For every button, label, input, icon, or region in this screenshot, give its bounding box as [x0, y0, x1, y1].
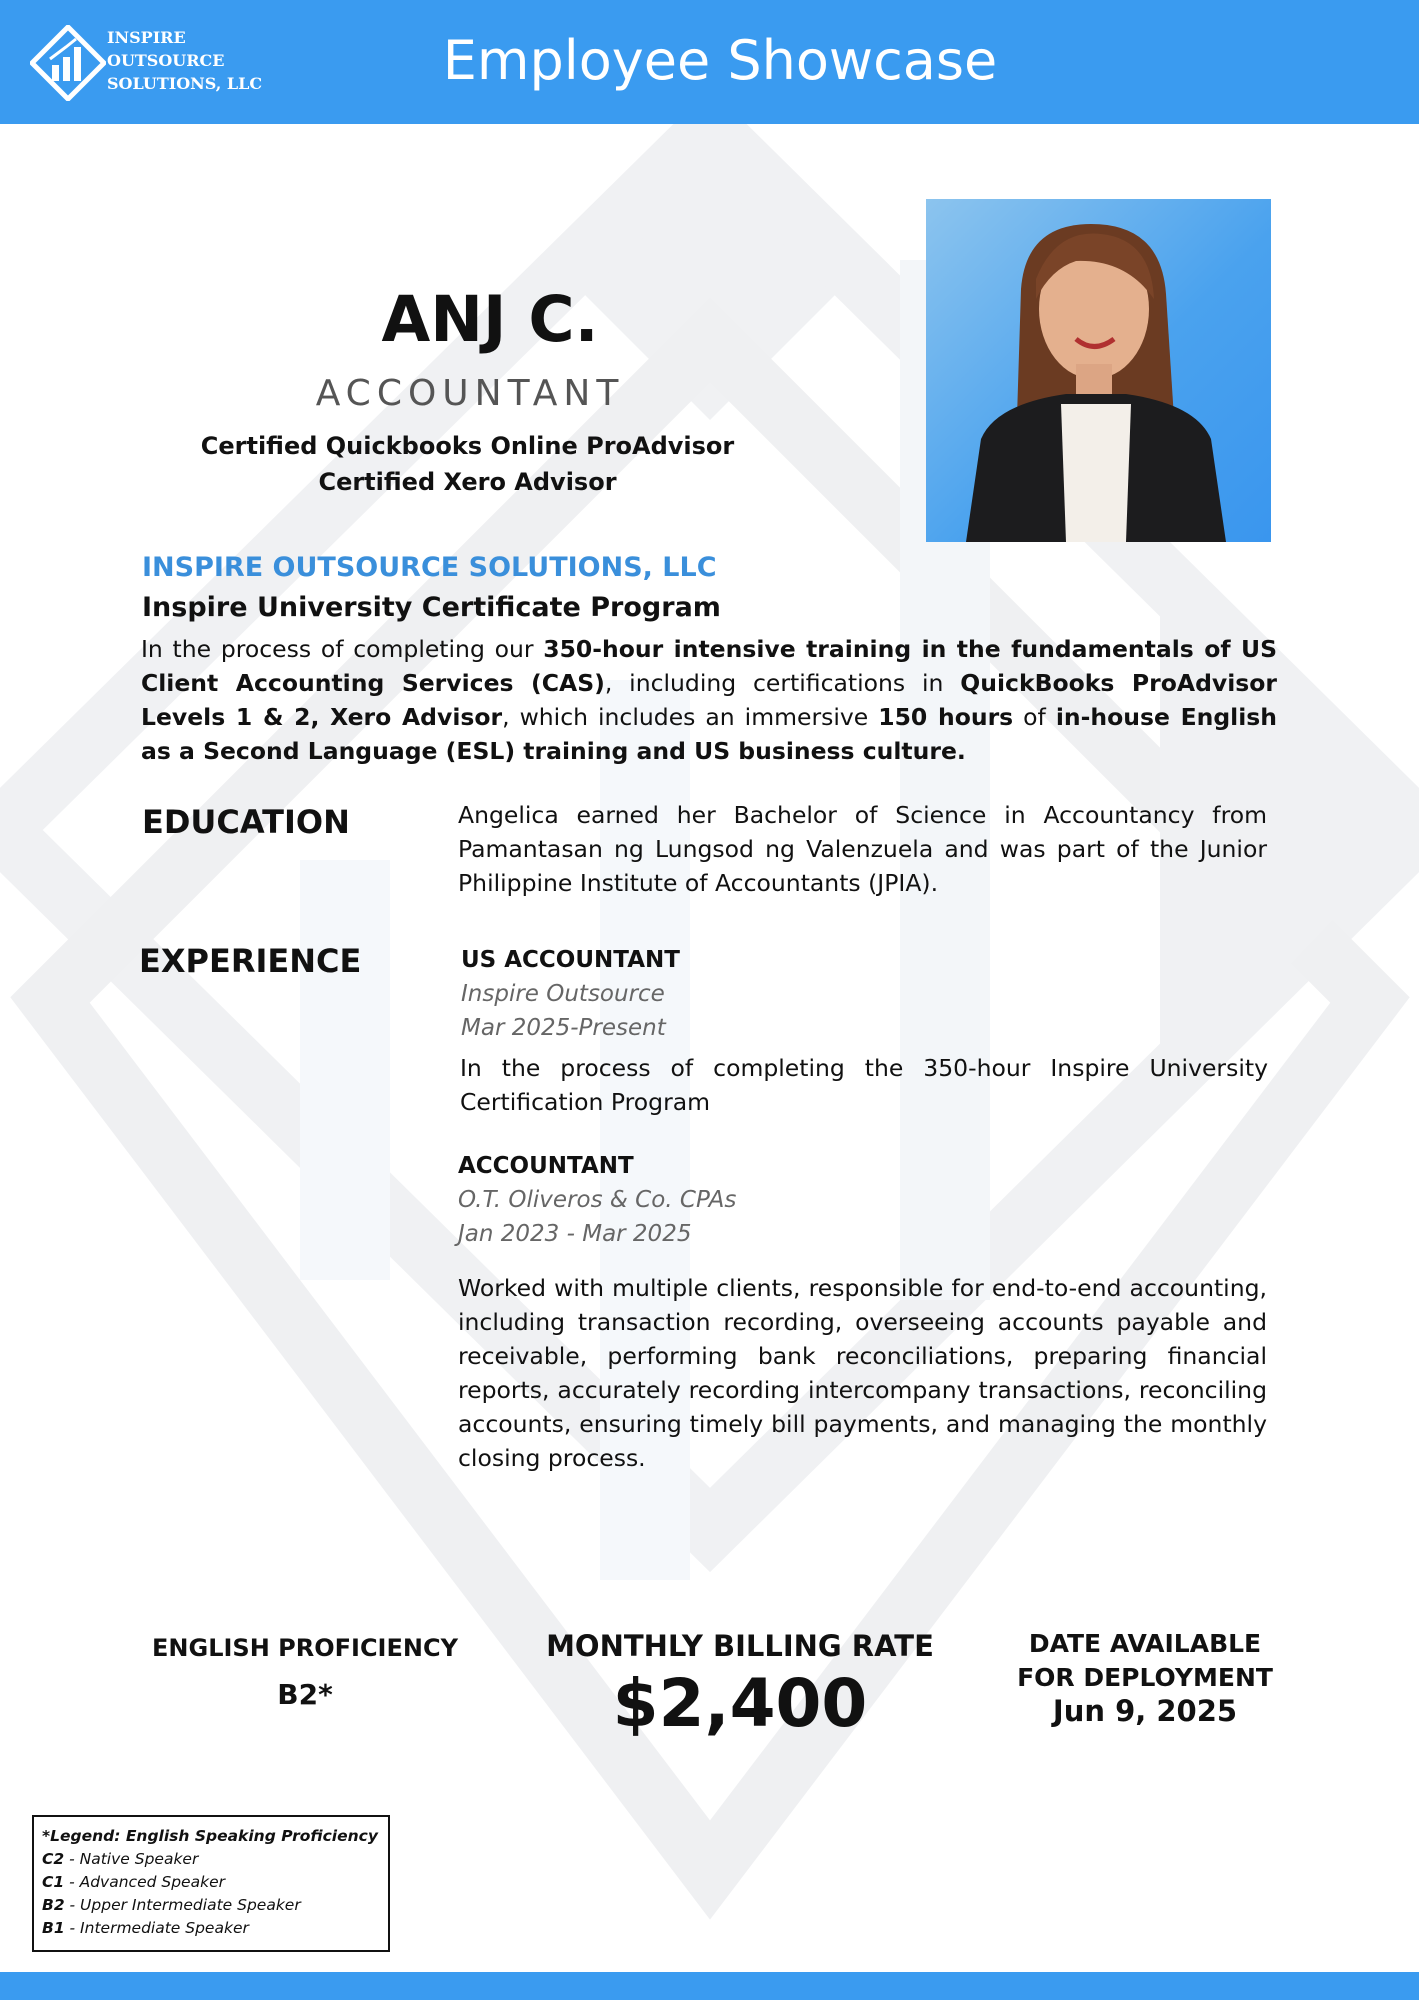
date-available-label-1: DATE AVAILABLE	[1028, 1629, 1262, 1658]
education-heading: EDUCATION	[142, 803, 350, 841]
english-proficiency-label: ENGLISH PROFICIENCY	[152, 1634, 458, 1662]
page-title: Employee Showcase	[442, 29, 998, 92]
intro-text-run: 350-hour intensive training in the fundamentals of US Client Accounting Services (CAS)	[141, 635, 1278, 697]
intro-text-run: 150 hours	[878, 703, 1014, 731]
intro-text-run: , which includes an immersive	[502, 703, 879, 731]
job-1-company: Inspire Outsource	[461, 981, 665, 1007]
legend-item: B2 - Upper Intermediate Speaker	[42, 1896, 301, 1914]
certification-1: Certified Quickbooks Online ProAdvisor	[200, 432, 735, 460]
employee-role: ACCOUNTANT	[315, 373, 625, 414]
job-2-description: Worked with multiple clients, responsible for end-to-end accounting, including transaction recording, overseeing accounts payable and receivable, performing bank reconciliations, preparing financial reports, accurately recording intercompany transactions, reconciling accounts, ensuring timely bill payments, and managing the monthly closing process.	[458, 1274, 1267, 1472]
company-logo-icon	[30, 25, 106, 101]
intro-text-run: in-house English as a Second Language (ESL) training and US business culture.	[141, 703, 1278, 765]
header-bar	[0, 0, 1419, 124]
employee-name: ANJ C.	[381, 283, 599, 356]
proficiency-legend	[32, 1815, 390, 1952]
legend-title: *Legend: English Speaking Proficiency	[42, 1827, 378, 1845]
program-title: Inspire University Certificate Program	[142, 592, 721, 623]
billing-rate-value: $2,400	[612, 1665, 868, 1742]
footer-bar	[0, 1972, 1419, 2000]
job-2-company: O.T. Oliveros & Co. CPAs	[458, 1187, 737, 1213]
intro-text-run: In the process of completing our	[141, 635, 544, 663]
company-logo-text: INSPIRE OUTSOURCE SOLUTIONS, LLC	[107, 28, 263, 93]
legend-item: C2 - Native Speaker	[42, 1850, 199, 1868]
job-2-title: ACCOUNTANT	[458, 1153, 634, 1179]
date-available-label-2: FOR DEPLOYMENT	[1017, 1663, 1273, 1692]
company-name: INSPIRE OUTSOURCE SOLUTIONS, LLC	[142, 552, 717, 583]
person-portrait-icon	[926, 199, 1271, 542]
job-1-description: In the process of completing the 350-hour Inspire University Certification Program	[460, 1054, 1268, 1116]
education-text: Angelica earned her Bachelor of Science in Accountancy from Pamantasan ng Lungsod ng Valenzuela and was part of the Junior Philippine Institute of Accountants (JPIA).	[458, 801, 1267, 897]
experience-heading: EXPERIENCE	[139, 942, 362, 980]
legend-item: B1 - Intermediate Speaker	[42, 1919, 249, 1937]
employee-photo	[926, 199, 1271, 542]
certification-2: Certified Xero Advisor	[318, 468, 617, 496]
job-1-dates: Mar 2025-Present	[461, 1015, 666, 1041]
intro-text-run: , including certifications in	[604, 669, 961, 697]
english-proficiency-value: B2*	[277, 1678, 333, 1711]
intro-text-run: QuickBooks ProAdvisor Levels 1 & 2, Xero Advisor	[141, 669, 1277, 731]
billing-rate-label: MONTHLY BILLING RATE	[546, 1629, 934, 1663]
job-2-dates: Jan 2023 - Mar 2025	[458, 1221, 692, 1247]
date-available-value: Jun 9, 2025	[1052, 1694, 1238, 1728]
job-1-title: US ACCOUNTANT	[461, 947, 680, 973]
intro-text-run: of	[1013, 703, 1056, 731]
program-intro	[141, 632, 1277, 768]
legend-item: C1 - Advanced Speaker	[42, 1873, 225, 1891]
